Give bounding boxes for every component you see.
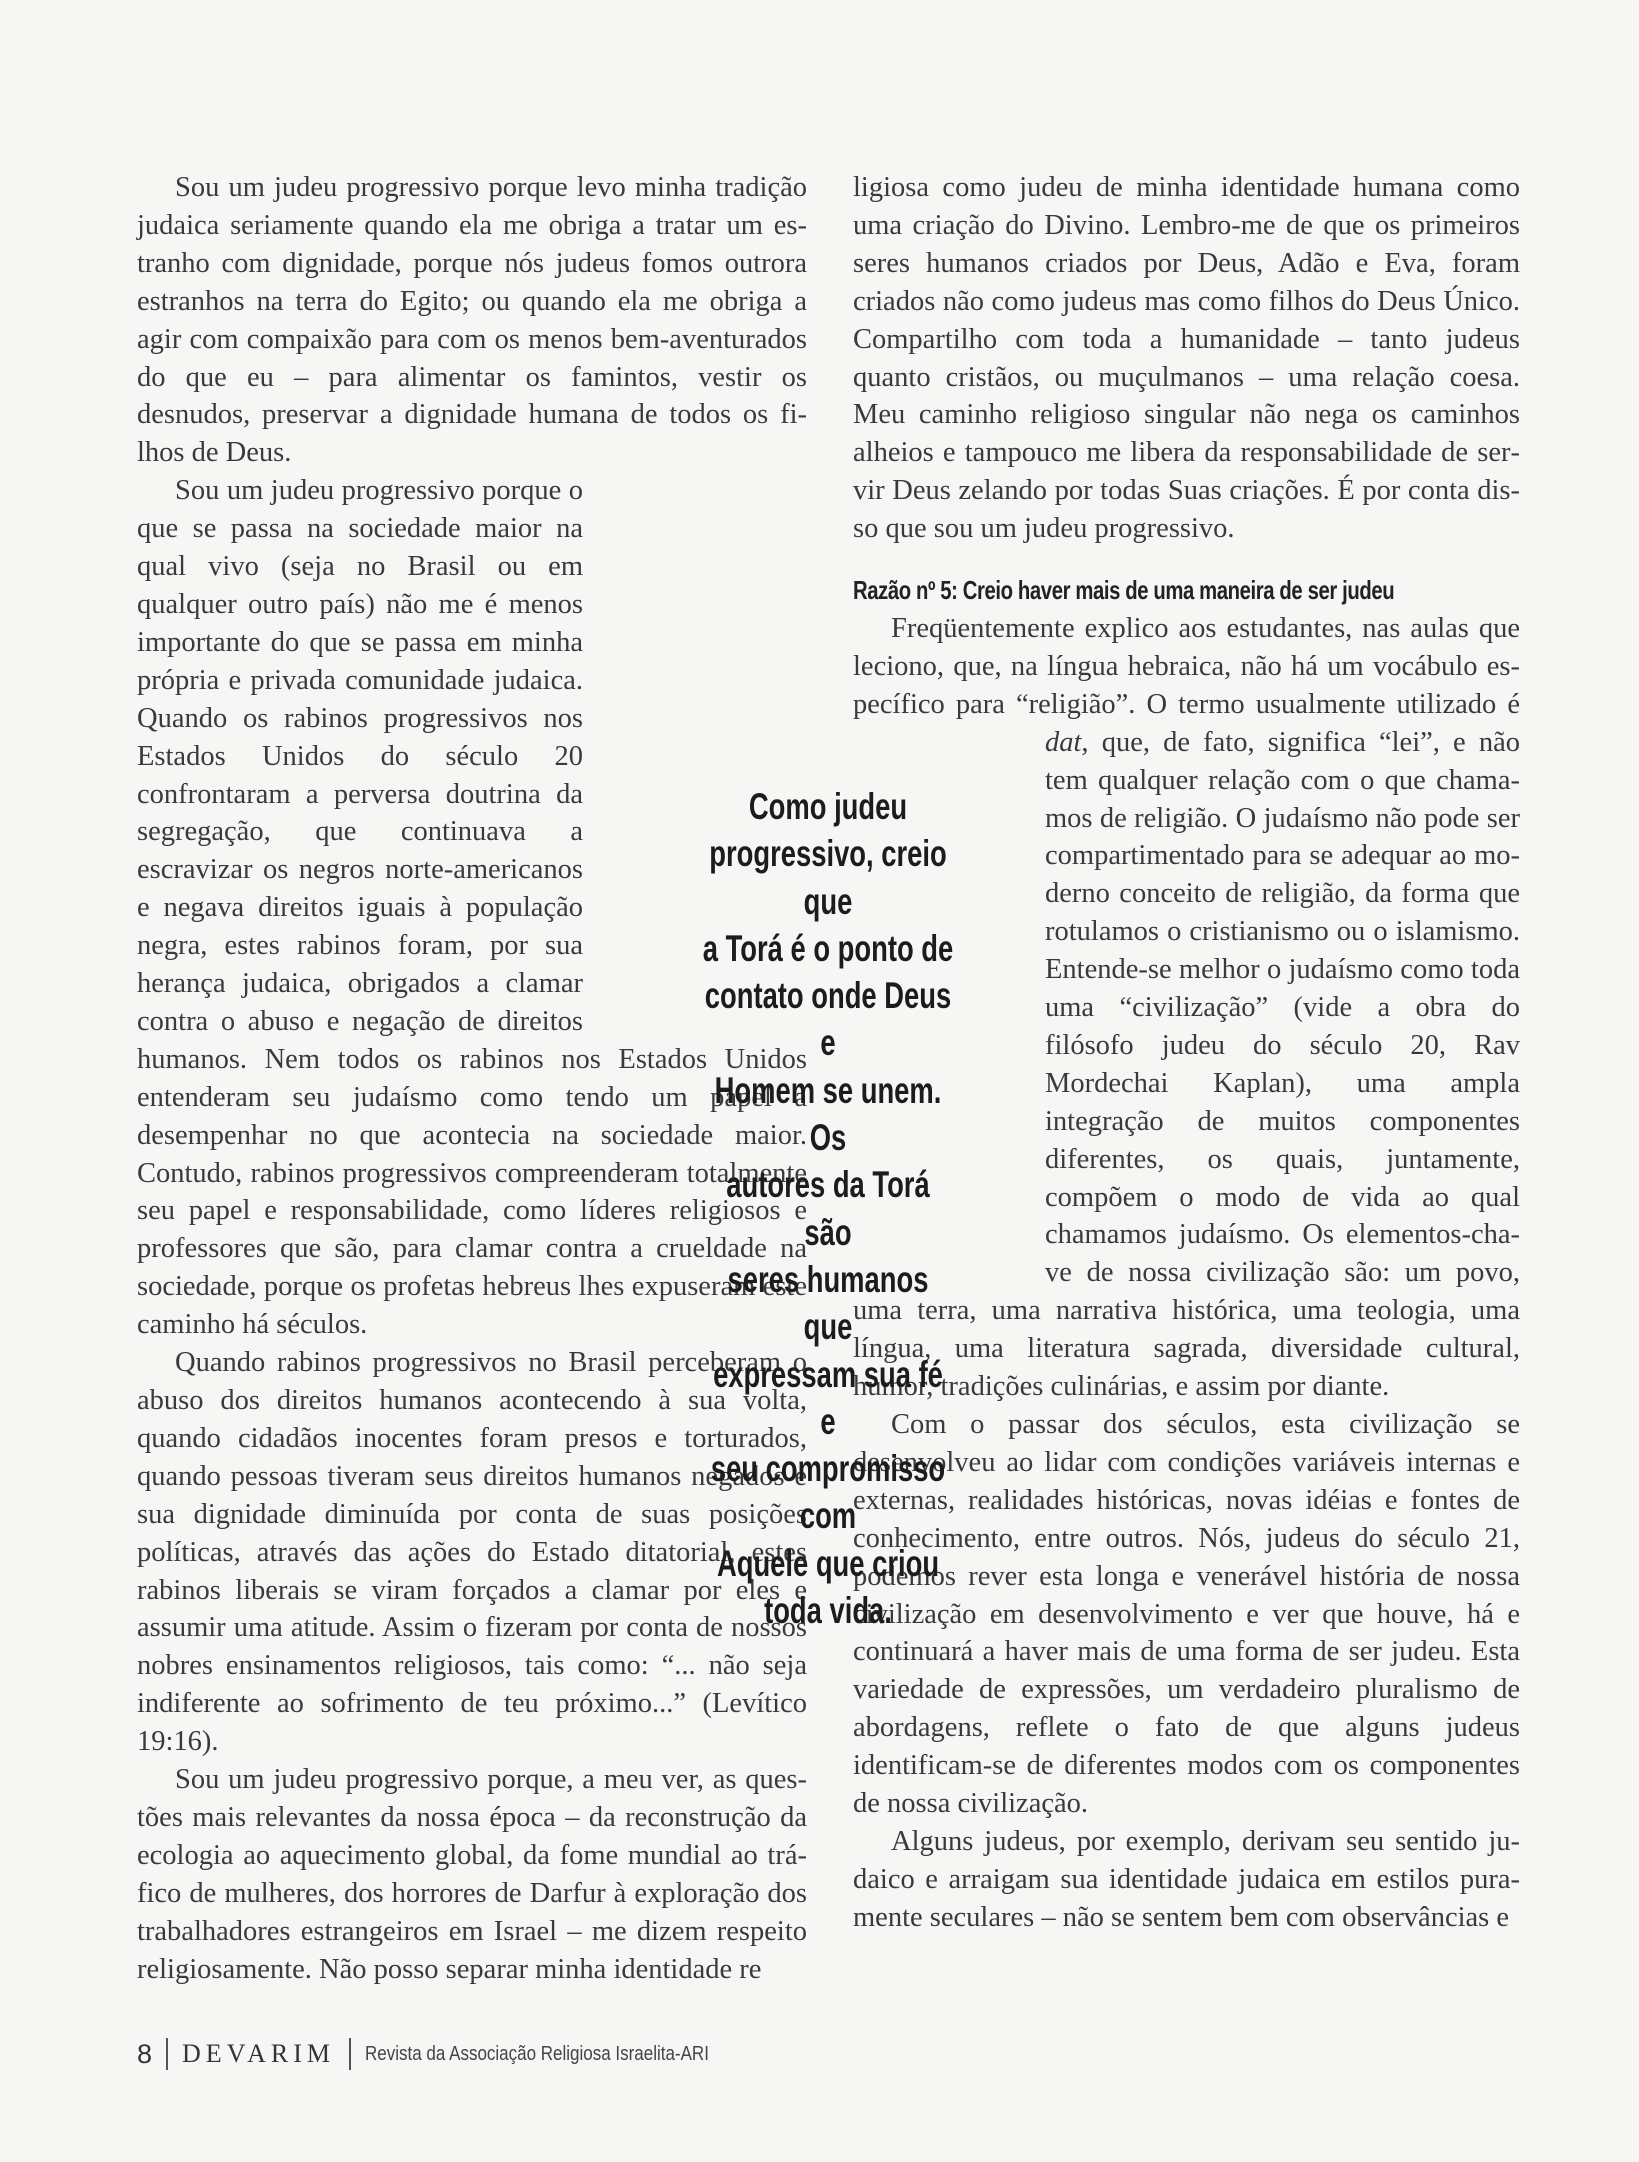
magazine-name: DEVARIM: [182, 2039, 336, 2068]
paragraph-text: , que, de fato, significa “lei”, e não tem qualquer relação com o que chamamos de religião. O judaísmo não pode ser compartimentado para se adequar ao moderno conceito de religião, da forma que rotulamos o cristianismo ou o islamismo. Entende-se melhor o judaísmo como toda uma “civilização” (vide a obra do filósofo judeu do século 20, Rav Mordechai Kaplan), uma ampla integração de muitos componentes diferentes, os quais, juntamente, compõem o modo de vida ao qual chamamos judaísmo. Os elementos-chave de nossa civilização são: um povo, uma terra, uma narrativa histórica, uma teologia, uma língua, uma literatura sagrada, diversidade cultural, humor, tradições culinárias, e assim por diante.: [853, 726, 1520, 1403]
paragraph: Quando rabinos progressivos no Brasil perceberam o abuso dos direitos humanos acontecendo à sua volta, quando cidadãos inocentes foram presos e torturados, quando pessoas tiveram seus direitos humanos negados e sua dignidade diminuída por conta de suas posições políticas, através das ações do Estado ditatorial, estes rabinos liberais se viram forçados a clamar por eles e assumir uma atitude. Assim o fizeram por conta de nossos nobres ensinamentos religiosos, tais como: “... não seja indiferente ao sofrimento de teu próximo...” (Levítico 19:16).: [137, 1347, 807, 1758]
paragraph-text: Freqüentemente explico aos estudantes, nas aulas que leciono, que, na língua hebraica, não há um vocábulo específico para “religião”. O termo usualmente utilizado é: [853, 612, 1520, 720]
pull-quote-line: contato onde Deus e: [704, 975, 952, 1064]
pull-quote-line: Aquele que criou: [716, 1542, 940, 1584]
footer-divider: [166, 2038, 168, 2070]
paragraph: Sou um judeu progressivo porque levo minha tradição judaica seriamente quando ela me obriga a tratar um estranho com dignidade, porque nós judeus fomos outrora estranhos na terra do Egito; ou quando ela me obriga a agir com compaixão para com os menos bem-aventurados do que eu – para alimentar os famintos, vestir os desnudos, preservar a dignidade humana de todos os filhos de Deus.: [137, 172, 807, 469]
paragraph: Sou um judeu progressivo porque, a meu ver, as questões mais relevantes da nossa época – da reconstrução da ecologia ao aquecimento global, da fome mundial ao tráfico de mulheres, dos horrores de Darfur à exploração dos trabalhadores estrangeiros em Israel – me dizem respeito religiosamente. Não posso separar minha identidade re: [137, 1764, 807, 1985]
pull-quote-line: progressivo, creio que: [709, 833, 947, 922]
pull-quote-line: Homem se unem. Os: [714, 1069, 942, 1159]
pull-quote-line: a Torá é o ponto de: [702, 927, 954, 969]
pull-quote-line: seu compromisso com: [710, 1448, 946, 1537]
italic-term: dat: [1045, 726, 1082, 758]
pull-quote: [702, 783, 954, 1634]
section-heading: Razão nº 5: Creio haver mais de uma maneira de ser judeu: [853, 575, 1395, 606]
page-number: 8: [137, 2038, 153, 2069]
publisher-line: Revista da Associação Religiosa Israelita-ARI: [365, 2042, 709, 2065]
pull-quote-line: expressam sua fé e: [713, 1353, 943, 1442]
paragraph: Alguns judeus, por exemplo, derivam seu sentido judaico e arraigam sua identidade judaica em estilos puramente seculares – não se sentem bem com observâncias e: [853, 1825, 1520, 1933]
pull-quote-line: seres humanos que: [727, 1258, 929, 1348]
footer-divider: [349, 2038, 351, 2070]
paragraph: Com o passar dos séculos, esta civilização se desenvolveu ao lidar com condições variáveis internas e externas, realidades históricas, novas idéias e fontes de conhecimento, entre outros. Nós, judeus do século 21, podemos rever esta longa e venerável história de nossa civilização em desenvolvimento e ver que houve, há e continuará a haver mais de uma forma de ser judeu. Esta variedade de expressões, um verdadeiro pluralismo de abordagens, reflete o fato de que alguns judeus identificam-se de diferentes modos com os componentes de nossa civilização.: [853, 1409, 1520, 1820]
pull-quote-line: toda vida.: [764, 1590, 892, 1632]
paragraph: ligiosa como judeu de minha identidade humana como uma criação do Divino. Lembro-me de que os primeiros seres humanos criados por Deus, Adão e Eva, foram criados não como judeus mas como filhos do Deus Único. Compartilho com toda a humanidade – tanto judeus quanto cristãos, ou muçulmanos – uma relação coesa. Meu caminho religioso singular não nega os caminhos alheios e tampouco me libera da responsabilidade de servir Deus zelando por todas Suas criações. É por conta disso que sou um judeu progressivo.: [853, 172, 1520, 545]
pull-quote-line: autores da Torá são: [726, 1164, 930, 1253]
paragraph-text: Sou um judeu progressivo porque o que se passa na sociedade maior na qual vivo (seja no Brasil ou em qualquer outro país) não me é menos importante do que se passa em minha própria e privada comunidade judaica. Quando os rabinos progressivos nos Estados Unidos do século 20 confrontaram a perversa doutrina da segregação, que continuava a escravizar os negros norte-americanos e negava direitos iguais à população negra, estes rabinos foram, por sua herança judaica, obrigados a clamar contra o abuso e negação de direitos humanos. Nem todos os rabinos nos Estados Unidos entenderam seu judaísmo como tendo um papel a desempenhar no que acontecia na sociedade maior. Contudo, rabinos progressivos compreenderam totalmente seu papel e responsabilidade, como líderes religiosos e professores que são, para clamar contra a crueldade na sociedade, porque os profetas hebreus lhes expuseram este caminho há séculos.: [137, 475, 807, 1341]
page-footer: [137, 2037, 770, 2071]
pull-quote-line: Como judeu: [748, 786, 908, 827]
